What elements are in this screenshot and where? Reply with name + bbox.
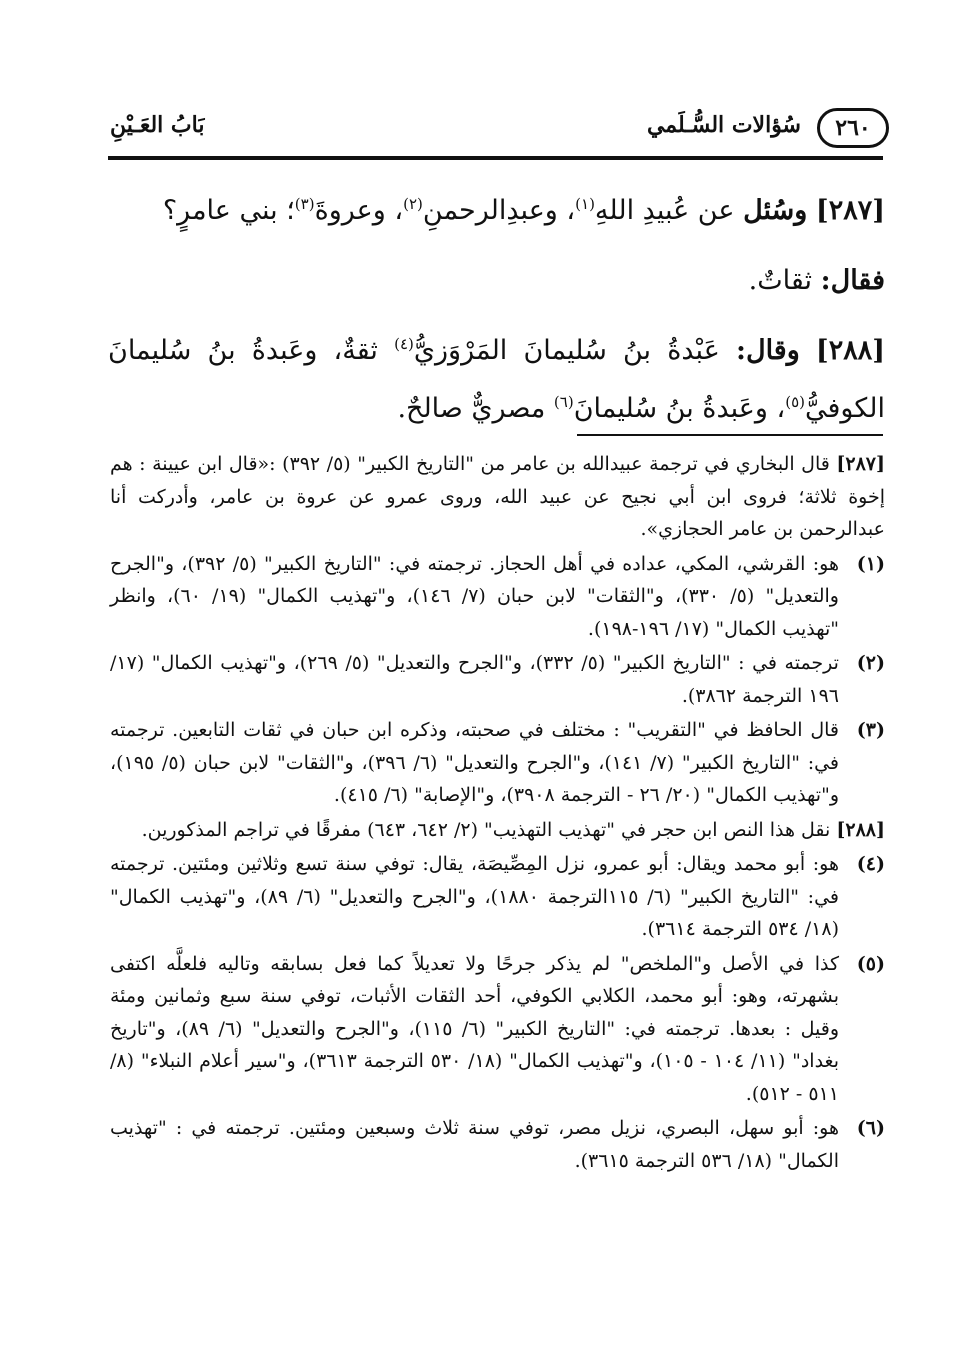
entry-verb: وقال: [735, 335, 800, 366]
footnote-1 [110, 548, 885, 646]
entry-text: عَبْدةُ بنُ سُليمانَ المَرْوَزيُّ [413, 335, 736, 366]
entry-text: ، وعروةَ [314, 195, 404, 226]
page-header [108, 108, 889, 156]
entry-287-answer [108, 252, 885, 310]
footnote-text: ترجمته في : "التاريخ الكبير" (٥/ ٣٣٢)، و"الجرح والتعديل" (٥/ ٢٦٩)، و"تهذيب الكمال" (١٧/ ١٩٦ الترجمة ٣٨٦٢). [110, 652, 839, 707]
entry-number: [٢٨٧] [815, 195, 885, 226]
page-number: ٢٦٠ [817, 108, 889, 148]
chapter-title: بَابُ العَـيْنِ [110, 112, 205, 138]
footnote-5 [110, 948, 885, 1111]
footnote-text: قال الحافظ في "التقريب" : مختلف في صحبته، وذكره ابن حبان في ثقات التابعين. ترجمته في: "التاريخ الكبير" (٧/ ١٤١)، و"الجرح والتعديل" (٦/ ٣٩٦)، و"الثقات" لابن حبان (٥/ ١٩٥)، و"تهذيب الكمال" (٢٠/ ٢٦ - الترجمة ٣٩٠٨)، و"الإصابة" (٦/ ٤١٥). [110, 719, 840, 806]
footnote-mark: [٢٨٧] [836, 453, 885, 475]
answer-verb: فقال: [820, 265, 885, 296]
footnote-entry-288 [110, 814, 885, 847]
footnote-text: هو: أبو محمد ويقال: أبو عمرو، نزل المِصِّيصَة، يقال: توفي سنة تسع وثلاثين ومئتين. ترجمته في: "التاريخ الكبير" (٦/ ١١٥الترجمة ١٨٨٠)، و"الجرح والتعديل" (٦/ ٨٩)، و"تهذيب الكمال" (١٨/ ٥٣٤ الترجمة ٣٦١٤). [110, 853, 839, 940]
footnote-text: نقل هذا النص ابن حجر في "تهذيب التهذيب" (٢/ ٦٤٢، ٦٤٣) مفرقًا في تراجم المذكورين. [141, 818, 831, 841]
answer-text: ثقاتٌ. [748, 265, 821, 296]
entry-text: مصريٌّ صالحٌ. [397, 393, 554, 424]
footnote-ref: (١) [575, 195, 595, 213]
footnotes [110, 448, 885, 1179]
footnote-text: هو: أبو سهل، البصري، نزيل مصر، توفي سنة ثلاث وسبعين ومئتين. ترجمته في : "تهذيب الكمال" (١٨/ ٥٣٦ الترجمة ٣٦١٥). [110, 1117, 839, 1172]
book-title: سُؤالات السُّـلَمي [646, 112, 801, 138]
entry-text: ، وعبدِالرحمنِ [422, 195, 576, 226]
footnote-mark: (٢) [856, 652, 885, 674]
entry-287 [108, 182, 885, 240]
footnote-mark: (٣) [856, 719, 885, 741]
footnote-mark: [٢٨٨] [836, 818, 885, 841]
entry-number: [٢٨٨] [815, 335, 885, 366]
footnote-text: كذا في الأصل و"الملخص" لم يذكر جرحًا ولا تعديلاً كما فعل بسابقه وتاليه فلعلَّه اكتفى بشهرته، وهو: أبو محمد، الكلابي الكوفي، أحد الثقات الأثبات، توفي سنة سبع وثمانين ومئة وقيل : بعدها. ترجمته في: "التاريخ الكبير" (٦/ ١١٥)، و"الجرح والتعديل" (٦/ ٨٩)، و"تاريخ بغداد" (١١/ ١٠٤ - ١٠٥)، و"تهذيب الكمال" (١٨/ ٥٣٠ الترجمة ٣٦١٣)، و"سير أعلام النبلاء" (٨/ ٥١١ - ٥١٢). [110, 952, 839, 1105]
footnote-2 [110, 647, 885, 712]
entry-text: عن عُبيدِ اللهِ [594, 195, 744, 226]
header-divider [108, 156, 883, 160]
footnote-ref: (٢) [403, 195, 423, 213]
footnote-3 [110, 714, 885, 812]
entry-verb: وسُئل [743, 195, 808, 226]
main-text [108, 182, 885, 450]
footnote-separator [577, 434, 883, 436]
footnote-mark: (٤) [856, 853, 885, 875]
footnote-ref: (٥) [785, 393, 805, 411]
entry-text: ؛ بني عامرٍ؟ [162, 195, 295, 226]
entry-288 [108, 322, 885, 438]
footnote-text: قال البخاري في ترجمة عبيدالله بن عامر من "التاريخ الكبير" (٥/ ٣٩٢) :«قال ابن عيينة : هم إخوة ثلاثة؛ فروى ابن أبي نجيح عن عبيد الله، وروى عمرو عن عروة بن عامر، وأدركت أنا عبدالرحمن بن عامر الحجازي». [110, 453, 885, 540]
entry-text: ثقةٌ، وعَبدةُ بنُ سُليمانَ الكوفيُّ [108, 335, 885, 424]
entry-text: ، وعَبدةُ بنُ سُليمانَ [573, 393, 786, 424]
footnote-6 [110, 1112, 885, 1177]
footnote-ref: (٣) [294, 195, 315, 213]
footnote-text: هو: القرشي، المكي، عداده في أهل الحجاز. ترجمته في: "التاريخ الكبير" (٥/ ٣٩٢)، و"الجرح والتعديل" (٥/ ٣٣٠)، و"الثقات" لابن حبان (٧/ ١٤٦)، و"تهذيب الكمال" (١٩/ ٦٠)، وانظر "تهذيب الكمال" (١٧/ ١٩٦-١٩٨). [110, 552, 839, 640]
footnote-mark: (٥) [856, 952, 885, 975]
footnote-mark: (٦) [856, 1117, 885, 1139]
footnote-mark: (١) [856, 552, 885, 575]
footnote-4 [110, 848, 885, 946]
footnote-ref: (٦) [553, 393, 574, 411]
footnote-entry-287 [110, 448, 885, 546]
footnote-ref: (٤) [394, 335, 414, 353]
